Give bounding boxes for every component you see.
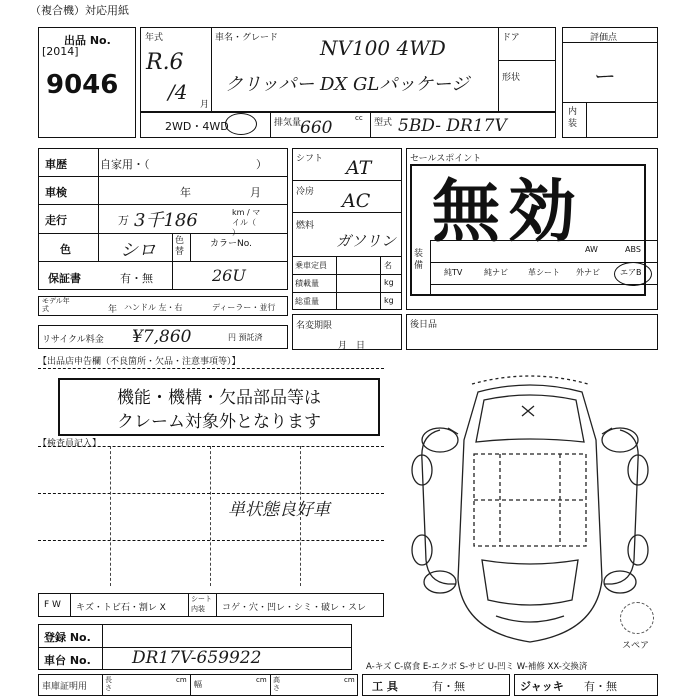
void-stamp: 無効	[432, 173, 585, 252]
lot-number: 9046	[46, 70, 119, 100]
notice-line1: 機能・機構・欠品部品等は	[117, 388, 321, 408]
name-change-unit: 月 日	[338, 341, 366, 351]
cc-unit: cc	[355, 114, 363, 122]
equip-item: 純ナビ	[484, 268, 508, 277]
score-label: 評価点	[590, 33, 618, 43]
shape-label: 形状	[502, 73, 521, 83]
airbag-circle	[614, 262, 652, 286]
post-items-label: 後日品	[410, 320, 438, 330]
car-diagram	[400, 370, 660, 655]
width-unit: cm	[256, 676, 267, 684]
equip-header-aw: AW	[585, 245, 598, 254]
seat-label: シート内装	[191, 595, 212, 613]
recycle-value: ¥7,860	[132, 327, 192, 347]
dealer-label: ディーラー・並行	[212, 303, 276, 312]
warranty-options: 有・無	[120, 272, 153, 285]
displacement-label: 排気量	[274, 118, 302, 128]
warranty-label: 保証書	[48, 272, 81, 285]
year-label: 年式	[145, 33, 164, 43]
inspector-header: 【検査員記入】	[38, 439, 102, 449]
color-label: 色	[60, 243, 71, 256]
tools-label: 工 具	[372, 680, 398, 693]
seat-text: コゲ・穴・凹レ・シミ・破レ・スレ	[222, 603, 367, 613]
lot-label: 出品 No.	[64, 34, 111, 47]
shift-value: AT	[346, 157, 372, 179]
lot-year-tag: [2014]	[42, 45, 79, 58]
history-close: ）	[256, 158, 267, 171]
width-label: 幅	[194, 680, 202, 689]
inspection-month-unit: 月	[250, 186, 261, 199]
garage-cert-label: 車庫証明用	[42, 682, 88, 692]
color-change-label: 色替	[175, 236, 185, 257]
mileage-unit: km / マイル（ ）	[232, 208, 261, 237]
ac-value: AC	[342, 190, 371, 212]
height-unit: cm	[344, 676, 355, 684]
inspection-year-unit: 年	[180, 186, 191, 199]
month-value: /4	[168, 80, 188, 104]
model-year-unit: 年	[108, 305, 118, 315]
model-name-line1: NV100 4WD	[320, 36, 446, 60]
equip-item: 革シート	[528, 268, 560, 277]
fw-text: キズ・トビ石・割レ X	[76, 603, 166, 613]
model-type-label: 型式	[374, 118, 393, 128]
model-name-line2: クリッパー DX GLパッケージ	[225, 74, 469, 95]
drive-options: 2WD・4WD	[165, 120, 229, 133]
load-unit: kg	[384, 278, 394, 287]
equip-header-abs: ABS	[625, 245, 641, 254]
equip-label: 装備	[414, 249, 424, 271]
notice-line2: クレーム対象外となります	[117, 412, 321, 432]
inspector-note: 単状態良好車	[228, 500, 330, 520]
mileage-man: 万	[118, 214, 129, 227]
handle-label: ハンドル 左・右	[124, 303, 183, 312]
shift-label: シフト	[296, 154, 324, 164]
equip-item: 純TV	[444, 268, 463, 277]
gross-label: 総重量	[295, 297, 319, 306]
history-label: 車歴	[45, 158, 67, 171]
recycle-label: リサイクル料金	[42, 335, 104, 345]
equip-item: エアB	[620, 268, 642, 277]
year-value: R.6	[146, 50, 184, 75]
fw-label: F W	[44, 600, 61, 610]
chassis-label: 車台 No.	[44, 654, 91, 667]
post-items-box	[406, 314, 658, 350]
interior-label: 内装	[568, 107, 578, 129]
history-options: 自家用・（	[100, 158, 150, 171]
mileage-label: 走行	[45, 214, 67, 227]
ac-label: 冷房	[296, 187, 315, 197]
model-year-label: モデル年式	[42, 297, 70, 313]
spare-label: スペア	[622, 641, 650, 651]
tools-options: 有・無	[432, 680, 465, 693]
sheet-title: （複合機）対応用紙	[30, 4, 129, 17]
length-label: 長さ	[105, 676, 112, 692]
displacement-value: 660	[300, 118, 333, 138]
fuel-label: 燃料	[296, 221, 315, 231]
chassis-value: DR17V-659922	[132, 648, 262, 668]
fuel-value: ガソリン	[336, 232, 397, 250]
jack-label: ジャッキ	[520, 680, 564, 693]
remarks-header: 【出品店申告欄（不良箇所・欠品・注意事項等）】	[38, 357, 241, 367]
recycle-unit: 円 預託済	[228, 333, 263, 342]
inspection-label: 車検	[45, 186, 67, 199]
model-type-value: 5BD- DR17V	[398, 116, 507, 136]
color-no-label: カラーNo.	[210, 239, 252, 249]
equip-item: 外ナビ	[576, 268, 600, 277]
color-no-value: 26U	[212, 266, 246, 285]
height-label: 高さ	[273, 676, 280, 692]
gross-unit: kg	[384, 296, 394, 305]
door-label: ドア	[502, 33, 520, 43]
length-unit: cm	[176, 676, 187, 684]
name-change-label: 名変期限	[296, 321, 333, 331]
drive-4wd-circle	[225, 113, 257, 135]
jack-options: 有・無	[584, 680, 617, 693]
damage-legend: A-キズ C-腐食 E-エクボ S-サビ U-凹ミ W-補修 XX-交換済	[366, 662, 588, 672]
color-value: シロ	[120, 240, 156, 261]
reg-label: 登録 No.	[44, 631, 91, 644]
month-unit: 月	[200, 100, 210, 110]
score-value: ー	[592, 65, 615, 90]
capacity-label: 乗車定員	[295, 261, 327, 270]
load-label: 積載量	[295, 279, 319, 288]
sales-label: セールスポイント	[410, 154, 482, 164]
mileage-value: 3千186	[134, 210, 198, 231]
model-label: 車名・グレード	[215, 33, 279, 43]
capacity-unit: 名	[384, 261, 392, 270]
